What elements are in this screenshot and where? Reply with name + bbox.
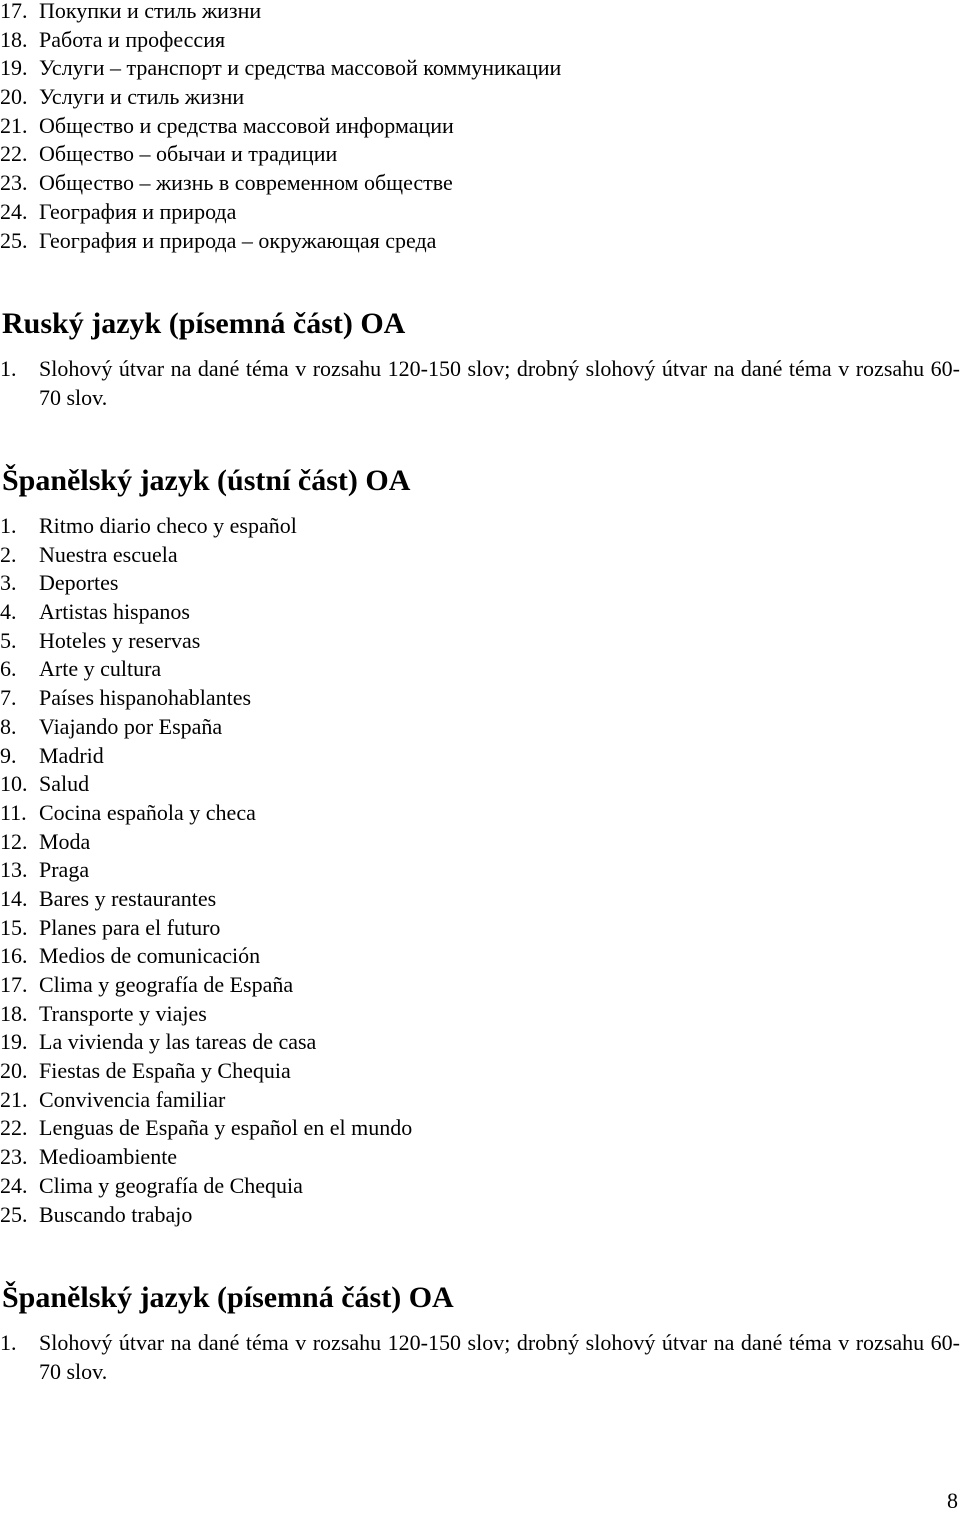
list-item <box>0 598 412 627</box>
list-item-number: 25. <box>0 227 28 253</box>
list-item <box>0 1028 412 1057</box>
list-item-number: 23. <box>0 1144 28 1170</box>
list-item-text: Покупки и стиль жизни <box>39 0 262 23</box>
list-item-text: Slohový útvar na dané téma v rozsahu 120-150 slov; drobný slohový útvar na dané téma v rozsahu 60-70 slov. <box>39 356 960 410</box>
spanish-topic-list <box>0 512 412 1229</box>
list-item-text: Slohový útvar na dané téma v rozsahu 120-150 slov; drobný slohový útvar na dané téma v rozsahu 60-70 slov. <box>39 1330 960 1384</box>
list-item <box>0 83 561 112</box>
list-item-number: 1. <box>0 1330 17 1355</box>
list-item-number: 18. <box>0 1000 28 1026</box>
list-item <box>0 0 561 26</box>
list-item <box>0 828 412 857</box>
list-item <box>0 799 412 828</box>
section-heading-russian-written: Ruský jazyk (písemná část) OA <box>2 307 406 340</box>
list-item-text: Convivencia familiar <box>39 1086 226 1112</box>
list-item <box>0 1114 412 1143</box>
list-item-text: Deportes <box>39 570 119 596</box>
list-item-text: Planes para el futuro <box>39 914 221 940</box>
list-item-number: 16. <box>0 943 28 969</box>
list-item <box>0 1201 412 1230</box>
section-heading-spanish-written: Španělský jazyk (písemná část) OA <box>2 1281 454 1314</box>
russian-topic-list <box>0 0 561 255</box>
list-item-number: 19. <box>0 55 28 81</box>
list-item <box>0 26 561 55</box>
list-item-text: Ritmo diario checo y español <box>39 513 297 538</box>
section-heading-spanish-oral: Španělský jazyk (ústní část) OA <box>2 464 411 497</box>
list-item <box>0 512 412 541</box>
list-item <box>0 112 561 141</box>
list-item-number: 11. <box>0 799 27 825</box>
list-item-text: Países hispanohablantes <box>39 685 252 711</box>
list-item-text: Madrid <box>39 742 104 768</box>
list-item-number: 8. <box>0 713 17 739</box>
list-item-number: 17. <box>0 0 28 23</box>
list-item-text: Cocina española y checa <box>39 799 256 825</box>
list-item-number: 5. <box>0 627 17 653</box>
list-item <box>0 655 412 684</box>
list-item-text: Общество – обычаи и традиции <box>39 141 338 167</box>
list-item-number: 9. <box>0 742 17 768</box>
list-item-number: 2. <box>0 541 17 567</box>
list-item <box>0 942 412 971</box>
list-item <box>0 227 561 256</box>
list-item-number: 1. <box>0 513 17 538</box>
list-item-number: 20. <box>0 1058 28 1084</box>
list-item <box>0 541 412 570</box>
russian-written-item <box>0 355 960 412</box>
list-item <box>0 569 412 598</box>
list-item <box>0 914 412 943</box>
list-item-text: Transporte y viajes <box>39 1000 207 1026</box>
list-item-number: 15. <box>0 914 28 940</box>
list-item <box>0 742 412 771</box>
list-item-number: 21. <box>0 112 28 138</box>
list-item-number: 14. <box>0 885 28 911</box>
list-item-number: 17. <box>0 972 28 997</box>
list-item <box>0 169 561 198</box>
list-item <box>0 1000 412 1029</box>
list-item-number: 24. <box>0 198 28 224</box>
list-item-text: Hoteles y reservas <box>39 627 201 653</box>
list-item-number: 12. <box>0 828 28 854</box>
list-item-number: 22. <box>0 141 28 167</box>
list-item-text: Buscando trabajo <box>39 1201 193 1227</box>
list-item-number: 25. <box>0 1201 28 1227</box>
list-item <box>0 856 412 885</box>
list-item-text: Arte y cultura <box>39 656 162 682</box>
list-item-text: Moda <box>39 828 91 854</box>
list-item-text: Praga <box>39 857 90 883</box>
list-item-text: Clima y geografía de Chequia <box>39 1172 303 1198</box>
list-item-number: 3. <box>0 570 17 596</box>
list-item-number: 20. <box>0 84 28 110</box>
list-item-number: 22. <box>0 1115 28 1141</box>
list-item-text: Clima y geografía de España <box>39 972 294 997</box>
list-item-number: 18. <box>0 26 28 52</box>
list-item-text: Общество и средства массовой информации <box>39 112 454 138</box>
list-item <box>0 1143 412 1172</box>
list-item-number: 10. <box>0 771 28 797</box>
list-item-text: Услуги и стиль жизни <box>39 84 245 110</box>
list-item <box>0 971 412 1000</box>
list-item <box>0 54 561 83</box>
spanish-written-item <box>0 1329 960 1386</box>
list-item <box>0 885 412 914</box>
list-item-text: География и природа – окружающая среда <box>39 227 437 253</box>
list-item-text: Nuestra escuela <box>39 541 178 567</box>
list-item-text: География и природа <box>39 198 237 224</box>
list-item-text: Artistas hispanos <box>39 599 190 625</box>
list-item-text: Услуги – транспорт и средства массовой коммуникации <box>39 55 562 81</box>
list-item-text: Viajando por España <box>39 713 223 739</box>
list-item-text: Lenguas de España y español en el mundo <box>39 1115 413 1141</box>
list-item-number: 24. <box>0 1172 28 1198</box>
list-item <box>0 770 412 799</box>
list-item <box>0 140 561 169</box>
list-item-number: 1. <box>0 356 17 381</box>
list-item <box>0 1172 412 1201</box>
list-item-number: 19. <box>0 1029 28 1055</box>
list-item-text: Salud <box>39 771 90 797</box>
list-item <box>0 1057 412 1086</box>
list-item-text: La vivienda y las tareas de casa <box>39 1029 317 1055</box>
list-item-text: Medioambiente <box>39 1144 178 1170</box>
list-item <box>0 198 561 227</box>
list-item-text: Работа и профессия <box>39 26 226 52</box>
list-item-text: Fiestas de España y Chequia <box>39 1058 291 1084</box>
list-item-text: Bares y restaurantes <box>39 885 217 911</box>
list-item-number: 21. <box>0 1086 28 1112</box>
list-item-number: 6. <box>0 656 17 682</box>
list-item-number: 23. <box>0 170 28 196</box>
list-item <box>0 713 412 742</box>
list-item-number: 7. <box>0 685 17 711</box>
list-item <box>0 1086 412 1115</box>
list-item-number: 13. <box>0 857 28 883</box>
list-item-text: Medios de comunicación <box>39 943 261 969</box>
list-item <box>0 684 412 713</box>
list-item-number: 4. <box>0 599 17 625</box>
list-item <box>0 627 412 656</box>
list-item-text: Общество – жизнь в современном обществе <box>39 170 453 196</box>
page-number: 8 <box>947 1488 958 1513</box>
